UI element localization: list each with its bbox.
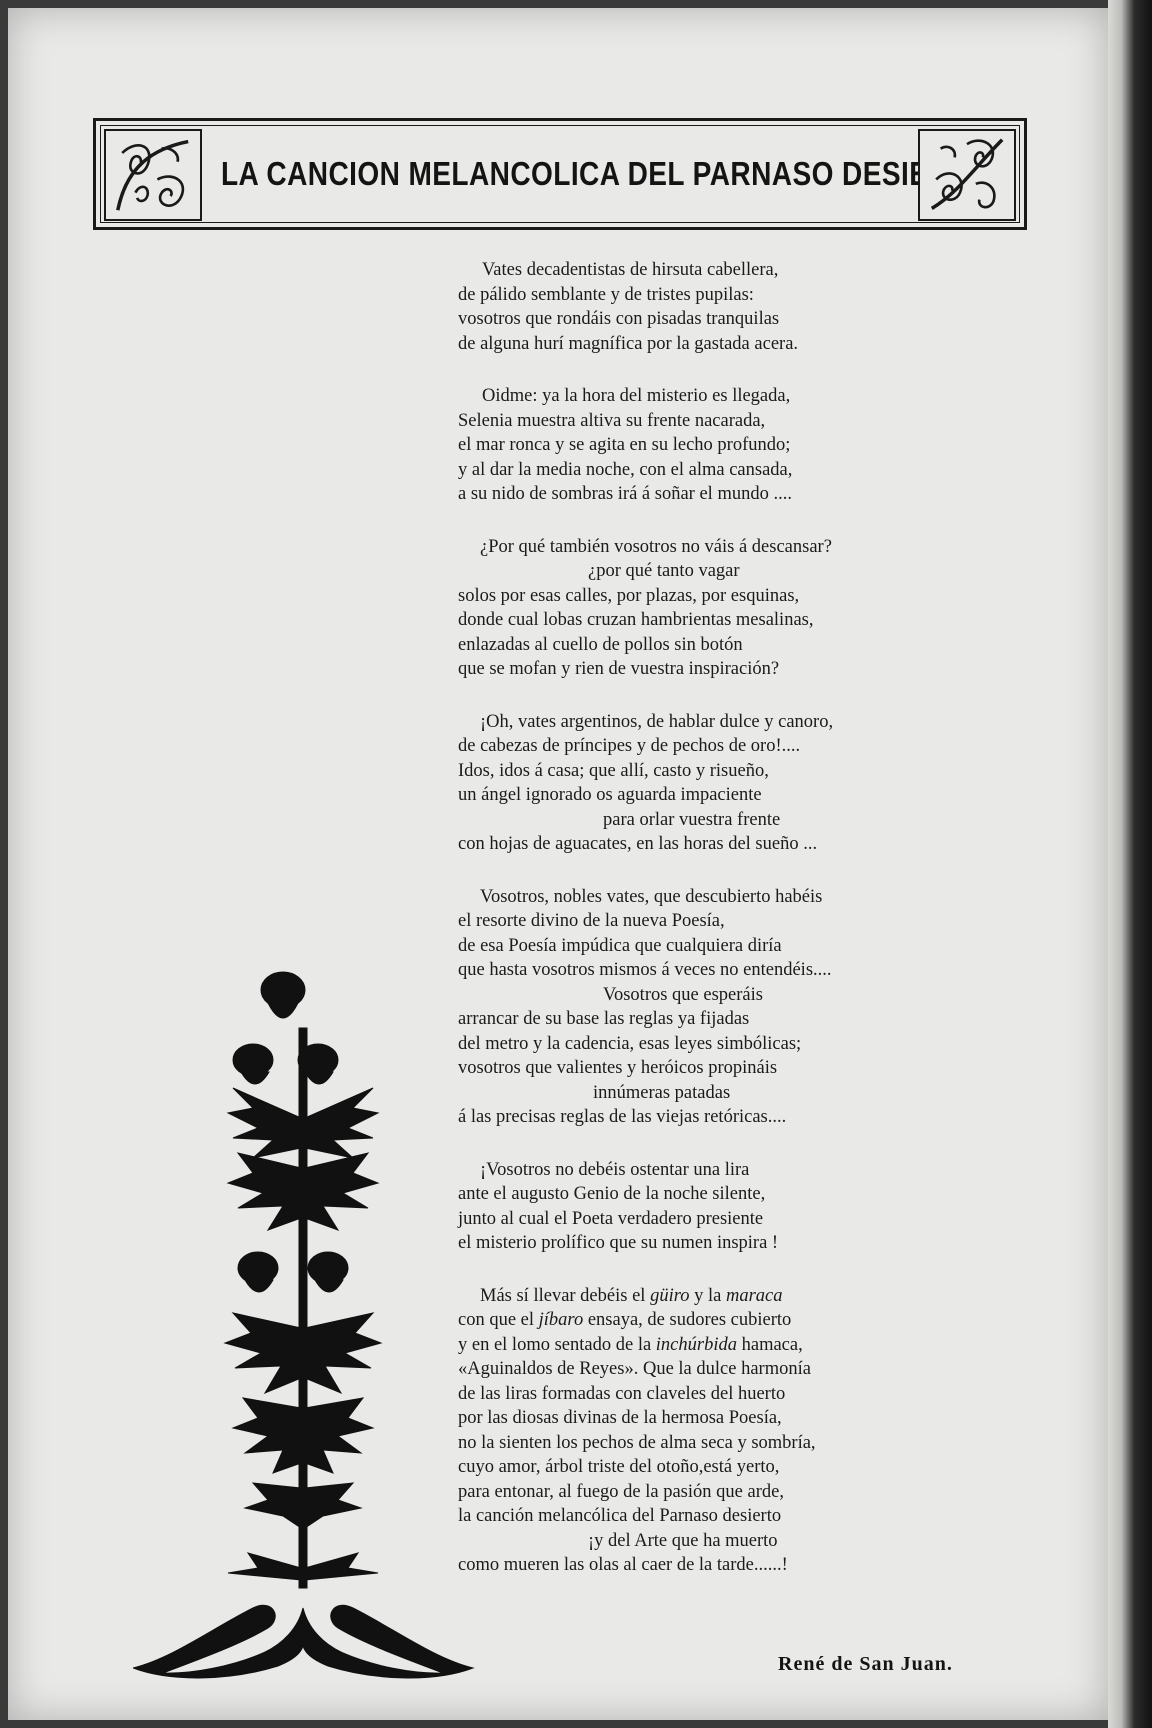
stanza-7 <box>458 1284 1018 1578</box>
thistle-plant-illustration-icon <box>133 968 483 1683</box>
stanza-4 <box>458 710 1018 857</box>
stanza-5 <box>458 885 1018 1130</box>
verse-line: a su nido de sombras irá á soñar el mundo .... <box>458 484 792 504</box>
verse-line: de alguna hurí magnífica por la gastada acera. <box>458 333 799 354</box>
verse-line: «Aguinaldos de Reyes». Que la dulce harmonía <box>458 1359 811 1379</box>
poem-body <box>458 258 1018 1606</box>
verse-line: enlazadas al cuello de pollos sin botón <box>458 634 743 655</box>
verse-line: el misterio prolífico que su numen inspira ! <box>458 1233 779 1253</box>
verse-line: donde cual lobas cruzan hambrientas mesalinas, <box>458 610 814 630</box>
verse-fragment: ensaya, de sudores cubierto <box>587 1310 792 1330</box>
verse-italic: jíbaro <box>538 1310 584 1330</box>
verse-line: Oidme: ya la hora del misterio es llegada, <box>482 386 791 406</box>
verse-line <box>458 1284 1018 1309</box>
verse-line <box>458 1333 1018 1358</box>
verse-line: que se mofan y rien de vuestra inspiración? <box>458 659 780 679</box>
verse-line: y al dar la media noche, con el alma cansada, <box>458 459 793 480</box>
verse-line: para entonar, al fuego de la pasión que arde, <box>458 1481 784 1502</box>
verse-line: ante el augusto Genio de la noche silente, <box>458 1184 766 1204</box>
binding-edge <box>1108 0 1152 1728</box>
verse-line: con hojas de aguacates, en las horas del sueño ... <box>458 834 818 854</box>
verse-line: Vosotros, nobles vates, que descubierto habéis <box>480 886 823 907</box>
verse-line: la canción melancólica del Parnaso desierto <box>458 1506 782 1526</box>
verse-line: para orlar vuestra frente <box>603 809 781 830</box>
verse-line: innúmeras patadas <box>593 1082 731 1103</box>
verse-fragment: hamaca, <box>741 1334 803 1355</box>
verse-line: junto al cual el Poeta verdadero presiente <box>458 1208 764 1229</box>
verse-italic: inchúrbida <box>655 1334 737 1355</box>
stanza-2 <box>458 384 1018 507</box>
article-title: LA CANCION MELANCOLICA DEL PARNASO DESIERTO. <box>221 155 997 192</box>
floral-ornament-right-icon <box>918 129 1016 221</box>
stanza-3 <box>458 535 1018 682</box>
verse-fragment: y en el lomo sentado de la <box>458 1334 652 1355</box>
verse-line: de las liras formadas con claveles del huerto <box>458 1383 786 1404</box>
verse-fragment: Más sí llevar debéis el <box>480 1285 646 1306</box>
verse-italic: güiro <box>650 1285 690 1306</box>
verse-line: ¡Oh, vates argentinos, de hablar dulce y canoro, <box>480 711 834 732</box>
verse-line: no la sienten los pechos de alma seca y sombría, <box>458 1432 816 1453</box>
verse-line: ¿Por qué también vosotros no váis á descansar? <box>480 536 832 557</box>
verse-line: un ángel ignorado os aguarda impaciente <box>458 785 762 805</box>
title-banner <box>93 118 1027 230</box>
verse-line: por las diosas divinas de la hermosa Poesía, <box>458 1408 782 1428</box>
verse-fragment: con que el <box>458 1310 535 1330</box>
verse-line: cuyo amor, árbol triste del otoño,está yerto, <box>458 1457 780 1477</box>
verse-line: el resorte divino de la nueva Poesía, <box>458 911 725 931</box>
verse-line: solos por esas calles, por plazas, por esquinas, <box>458 585 800 606</box>
verse-line: Idos, idos á casa; que allí, casto y risueño, <box>458 760 769 781</box>
magazine-page <box>8 8 1108 1720</box>
verse-line: de esa Poesía impúdica que cualquiera diría <box>458 935 782 956</box>
verse-line: Vates decadentistas de hirsuta cabellera, <box>482 260 779 280</box>
verse-line: como mueren las olas al caer de la tarde......! <box>458 1555 788 1575</box>
verse-line: ¿por qué tanto vagar <box>588 561 740 581</box>
verse-italic: maraca <box>725 1285 783 1306</box>
verse-line: de cabezas de príncipes y de pechos de oro!.... <box>458 736 801 756</box>
verse-line: ¡y del Arte que ha muerto <box>588 1530 778 1551</box>
verse-line: Selenia muestra altiva su frente nacarada, <box>458 410 766 431</box>
verse-line <box>458 1308 1018 1333</box>
verse-line: arrancar de su base las reglas ya fijadas <box>458 1009 750 1029</box>
verse-line: del metro y la cadencia, esas leyes simbólicas; <box>458 1033 802 1054</box>
stanza-6 <box>458 1158 1018 1256</box>
verse-fragment: y la <box>694 1285 722 1306</box>
verse-line: Vosotros que esperáis <box>603 984 763 1005</box>
author-signature: René de San Juan. <box>778 1653 953 1675</box>
verse-line: de pálido semblante y de tristes pupilas: <box>458 284 754 305</box>
verse-line: ¡Vosotros no debéis ostentar una lira <box>480 1159 750 1180</box>
verse-line: que hasta vosotros mismos á veces no entendéis.... <box>458 960 832 980</box>
verse-line: vosotros que valientes y heróicos propináis <box>458 1058 778 1078</box>
stanza-1 <box>458 258 1018 356</box>
verse-line: vosotros que rondáis con pisadas tranquilas <box>458 309 780 329</box>
verse-line: á las precisas reglas de las viejas retóricas.... <box>458 1107 787 1127</box>
floral-ornament-left-icon <box>104 129 202 221</box>
verse-line: el mar ronca y se agita en su lecho profundo; <box>458 435 791 455</box>
